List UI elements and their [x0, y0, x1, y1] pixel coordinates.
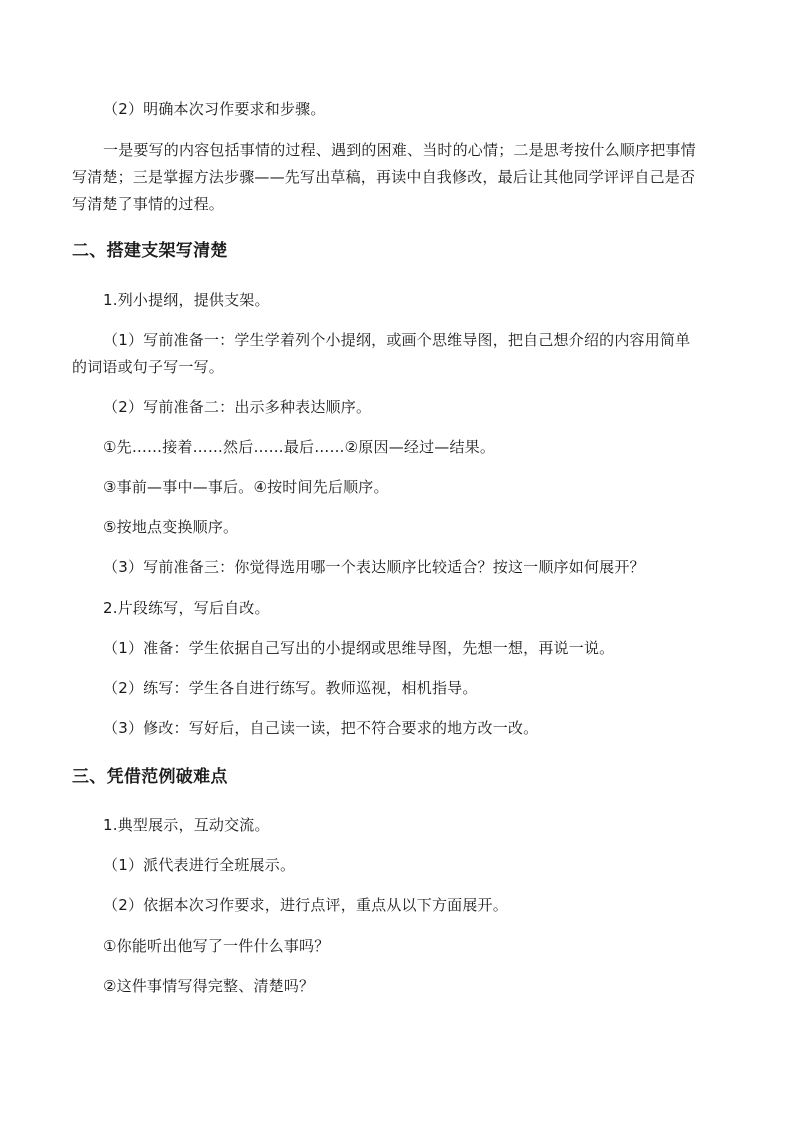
list-item-outline: 1.列小提纲，提供支架。: [103, 291, 270, 309]
paragraph-practice-revise: （3）修改：写好后，自己读一读，把不符合要求的地方改一改。: [103, 719, 539, 737]
paragraph-prep-1-line-1: （1）写前准备一：学生学着列个小提纲，或画个思维导图，把自己想介绍的内容用简单: [103, 331, 691, 349]
paragraph-showcase-review: （2）依据本次习作要求，进行点评，重点从以下方面展开。: [103, 896, 508, 914]
list-item-practice: 2.片段练写，写后自改。: [103, 599, 270, 617]
paragraph-requirements-line-3: 写清楚了事情的过程。: [72, 195, 225, 213]
paragraph-practice-prepare: （1）准备：学生依据自己写出的小提纲或思维导图，先想一想，再说一说。: [103, 639, 615, 657]
list-item-order-3: ⑤按地点变换顺序。: [103, 518, 239, 536]
list-item-question-1: ①你能听出他写了一件什么事吗？: [103, 937, 330, 955]
paragraph-showcase-represent: （1）派代表进行全班展示。: [103, 856, 296, 874]
section-heading-2: 二、搭建支架写清楚: [72, 241, 228, 261]
paragraph-step-2: （2）明确本次习作要求和步骤。: [103, 100, 326, 118]
list-item-question-2: ②这件事情写得完整、清楚吗？: [103, 977, 315, 995]
paragraph-practice-write: （2）练写：学生各自进行练写。教师巡视，相机指导。: [103, 679, 478, 697]
paragraph-requirements-line-1: 一是要写的内容包括事情的过程、遇到的困难、当时的心情；二是思考按什么顺序把事情: [103, 141, 696, 159]
paragraph-prep-1-line-2: 的词语或句子写一写。: [72, 358, 225, 376]
list-item-order-1: ①先……接着……然后……最后……②原因—经过—结果。: [103, 438, 496, 456]
section-heading-3: 三、凭借范例破难点: [72, 767, 228, 787]
paragraph-prep-2: （2）写前准备二：出示多种表达顺序。: [103, 398, 372, 416]
list-item-showcase: 1.典型展示，互动交流。: [103, 816, 270, 834]
list-item-order-2: ③事前—事中—事后。④按时间先后顺序。: [103, 478, 389, 496]
paragraph-prep-3: （3）写前准备三：你觉得选用哪一个表达顺序比较适合？按这一顺序如何展开？: [103, 558, 645, 576]
paragraph-requirements-line-2: 写清楚；三是掌握方法步骤——先写出草稿，再读中自我修改，最后让其他同学评评自己是否: [72, 168, 696, 186]
